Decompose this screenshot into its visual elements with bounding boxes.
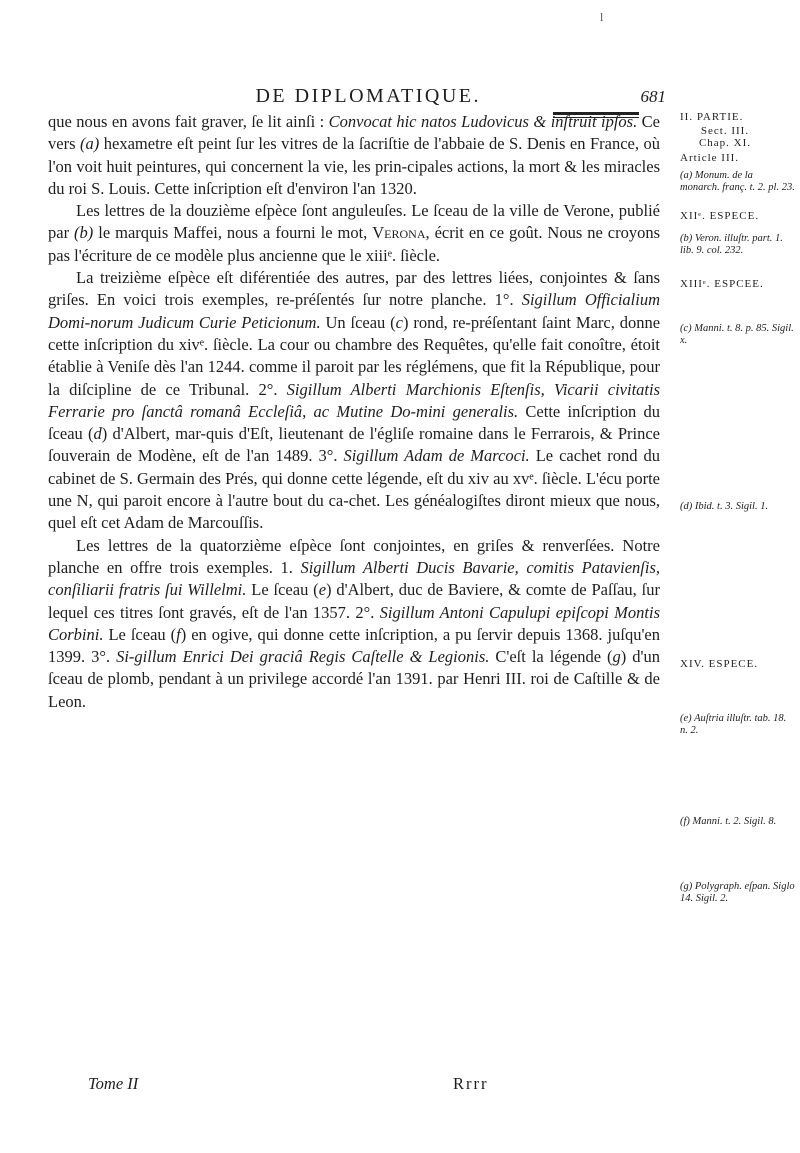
margin-note: XIV. ESPECE. bbox=[680, 658, 759, 670]
margin-note: Article III. bbox=[680, 152, 740, 164]
signature-mark: Rrrr bbox=[453, 1074, 489, 1093]
latin-quotation: (a) bbox=[80, 134, 100, 154]
margin-note: (d) Ibid. t. 3. Sigil. 1. bbox=[680, 501, 769, 512]
latin-quotation: Sigillum Antoni Capulupi epiſcopi Montis Corbini. bbox=[48, 602, 660, 644]
latin-quotation: c bbox=[395, 312, 403, 332]
margin-note: II. PARTIE. bbox=[680, 111, 744, 123]
latin-quotation: Si-gillum Enrici Dei graciâ Regis Caſtelle & Legionis. bbox=[116, 647, 490, 667]
latin-quotation: Sigillum Alberti Marchionis Eſtenſis, Vicarii civitatis Ferrarie pro ſanctâ romanâ Eccleſiâ, ac Mutine Do-mini generalis. bbox=[48, 379, 661, 421]
page-number: 681 bbox=[640, 87, 666, 106]
margin-note: Sect. III. bbox=[700, 125, 750, 137]
latin-quotation: (b) bbox=[74, 223, 94, 243]
margin-note: (b) Veron. illuſtr. part. 1. lib. 9. col. 232. bbox=[680, 233, 783, 256]
latin-quotation: f bbox=[176, 624, 181, 644]
latin-quotation: Sigillum Alberti Ducis Bavarie, comitis Patavienſis, conſiliarii fratris ſui Willelmi. bbox=[48, 557, 660, 600]
latin-quotation: g bbox=[612, 647, 621, 667]
latin-quotation: Sigillum Adam de Marcoci. bbox=[343, 446, 530, 466]
running-title: DE DIPLOMATIQUE. bbox=[255, 85, 482, 107]
margin-note: (e) Auſtria illuſtr. tab. 18. n. 2. bbox=[680, 713, 787, 736]
margin-note: (f) Manni. t. 2. Sigil. 8. bbox=[680, 816, 777, 827]
latin-quotation: Sigillum Officialium Domi-norum Judicum Curie Peticionum. bbox=[48, 290, 660, 332]
margin-note: (a) Monum. de la monarch. franç. t. 2. pl. 23. bbox=[680, 170, 795, 193]
paragraph: Les lettres de la quatorzième eſpèce ſont conjointes, en griſes & renverſées. Notre planche en offre trois exemples. 1. Sigillum Alberti Ducis Bavarie, comitis Patavienſis, conſiliarii fratris ſui Willelmi. Le ſceau (e) d'Albert, duc de Baviere, & comte de Paſſau, ſur lequel ces titres ſont gravés, eſt de l'an 1357. 2°. Sigillum Antoni Capulupi epiſcopi Montis Corbini. Le ſceau (f) en ogive, qui donne cette inſcription, a pu ſervir depuis 1368. juſqu'en 1399. 3°. Si-gillum Enrici Dei graciâ Regis Caſtelle & Legionis. C'eſt la légende (g) d'un ſceau de plomb, pendant à un privilege accordé l'an 1391. par Henri III. roi de Caſtille & de Leon. bbox=[48, 535, 661, 711]
paragraph: Les lettres de la douzième eſpèce ſont anguleuſes. Le ſceau de la ville de Verone, publié par (b) le marquis Maffei, nous a fourni le mot, Verona, écrit en ce goût. Nous ne croyons pas l'écriture de ce modèle plus ancienne que le xiiiᵉ. ſiècle. bbox=[48, 201, 660, 265]
page-mark: l bbox=[600, 10, 604, 24]
margin-note: (c) Manni. t. 8. p. 85. Sigil. x. bbox=[680, 323, 794, 346]
margin-note: (g) Polygraph. eſpan. Siglo 14. Sigil. 2. bbox=[680, 881, 795, 904]
latin-quotation: d bbox=[93, 424, 102, 444]
latin-quotation: e bbox=[318, 580, 327, 600]
margin-note: XIIᵉ. ESPECE. bbox=[680, 210, 760, 222]
page-header bbox=[96, 85, 666, 108]
main-text bbox=[48, 111, 660, 713]
latin-quotation: Convocat hic natos Ludovicus & inſtruit ipſos. bbox=[328, 112, 638, 131]
small-caps-word: Verona bbox=[372, 223, 426, 243]
margin-note: Chap. XI. bbox=[698, 137, 752, 149]
paragraph: que nous en avons fait graver, ſe lit ainſi : Convocat hic natos Ludovicus & inſtruit ipſos. Ce vers (a) hexametre eſt peint ſur les vitres de la ſacriſtie de l'abbaie de S. Denis en France, où l'on voit huit peintures, qui concernent la vie, les prin-cipales actions, la mort & les miracles du roi S. Louis. Cette inſcription eſt d'environ l'an 1320. bbox=[48, 112, 660, 198]
tome-label: Tome II bbox=[88, 1074, 139, 1093]
paragraph: La treizième eſpèce eſt diférentiée des autres, par des lettres liées, conjointes & ſans griſes. En voici trois exemples, re-préſentés ſur notre planche. 1°. Sigillum Officialium Domi-norum Judicum Curie Peticionum. Un ſceau (c) rond, re-préſentant ſaint Marc, donne cette inſcription du xivᵉ. ſiècle. La cour ou chambre des Requêtes, qu'elle fait conoître, étoit établie à Veniſe dès l'an 1244. comme il paroit par les réglémens, que fit la République, pour la diſcipline de ce Tribunal. 2°. Sigillum Alberti Marchionis Eſtenſis, Vicarii civitatis Ferrarie pro ſanctâ romanâ Eccleſiâ, ac Mutine Do-mini generalis. Cette inſcription du ſceau (d) d'Albert, mar-quis d'Eſt, lieutenant de l'égliſe romaine dans le Ferrarois, & Prince ſouverain de Modène, eſt de l'an 1489. 3°. Sigillum Adam de Marcoci. Le cachet rond du cabinet de S. Germain des Prés, qui donne cette légende, eſt du xiv au xvᵉ. ſiècle. L'écu porte une N, qui paroit encore à l'autre bout du ca-chet. Les généalogiſtes diront mieux que nous, quel eſt cet Adam de Marcouſſis. bbox=[48, 268, 661, 533]
margin-note: XIIIᵉ. ESPCEE. bbox=[680, 278, 764, 290]
